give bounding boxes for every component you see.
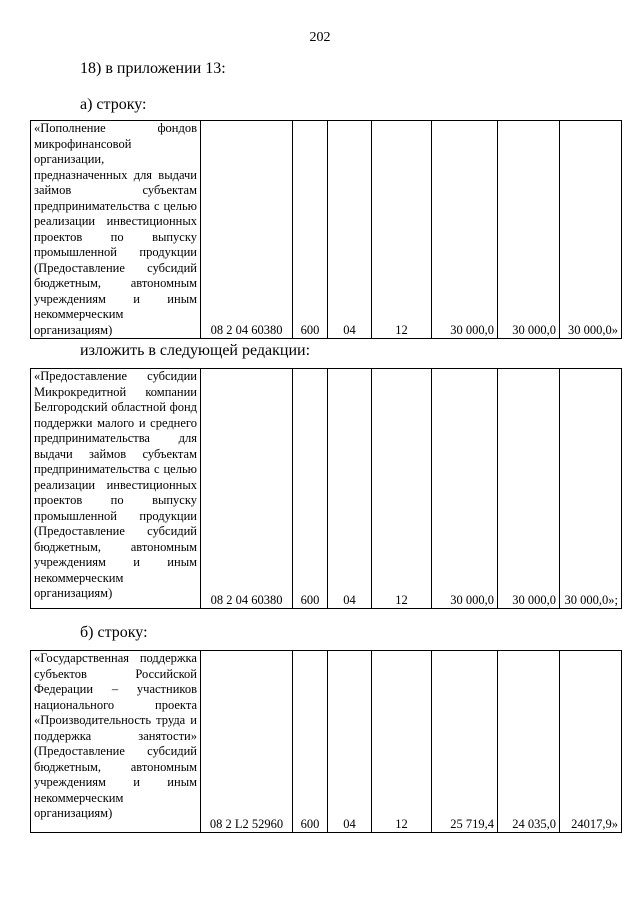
row-vr: 600 xyxy=(293,369,328,609)
table-row xyxy=(31,121,622,339)
budget-table-3 xyxy=(30,650,622,833)
page-number: 202 xyxy=(309,30,331,45)
row-name: «Государственная поддержка субъектов Российской Федерации – участников национального проекта «Производительность труда и поддержка занятости» (Предоставление субсидий бюджетным, автономным учреждениям и иным некоммерческим организациям) xyxy=(31,651,201,833)
row-code: 08 2 04 60380 xyxy=(201,121,293,339)
budget-table-2 xyxy=(30,368,622,609)
row-year1: 25 719,4 xyxy=(432,651,498,833)
row-rz: 04 xyxy=(328,369,372,609)
row-vr: 600 xyxy=(293,121,328,339)
row-rz: 04 xyxy=(328,121,372,339)
table-row xyxy=(31,369,622,609)
heading-edit: изложить в следующей редакции: xyxy=(80,342,311,359)
row-name: «Предоставление субсидии Микрокредитной компании Белгородский областной фонд поддержки малого и среднего предпринимательства для выдачи займов субъектам предпринимательства с целью реализации инвестиционных проектов по выпуску промышленной продукции (Предоставление субсидий бюджетным, автономным учреждениям и иным некоммерческим организациям) xyxy=(31,369,201,609)
heading-a: а) строку: xyxy=(80,96,147,113)
row-year3: 30 000,0»; xyxy=(560,369,622,609)
row-code: 08 2 L2 52960 xyxy=(201,651,293,833)
row-year3: 24017,9» xyxy=(560,651,622,833)
row-rz: 04 xyxy=(328,651,372,833)
row-year2: 30 000,0 xyxy=(498,369,560,609)
heading-appendix: 18) в приложении 13: xyxy=(80,60,226,77)
row-year1: 30 000,0 xyxy=(432,369,498,609)
row-year3: 30 000,0» xyxy=(560,121,622,339)
budget-table-1 xyxy=(30,120,622,339)
row-vr: 600 xyxy=(293,651,328,833)
row-name: «Пополнение фондов микрофинансовой организации, предназначенных для выдачи займов субъектам предпринимательства с целью реализации инвестиционных проектов по выпуску промышленной продукции (Предоставление субсидий бюджетным, автономным учреждениям и иным некоммерческим организациям) xyxy=(31,121,201,339)
row-pr: 12 xyxy=(372,369,432,609)
row-pr: 12 xyxy=(372,651,432,833)
row-year1: 30 000,0 xyxy=(432,121,498,339)
row-code: 08 2 04 60380 xyxy=(201,369,293,609)
heading-b: б) строку: xyxy=(80,624,148,641)
row-pr: 12 xyxy=(372,121,432,339)
row-year2: 30 000,0 xyxy=(498,121,560,339)
table-row xyxy=(31,651,622,833)
row-year2: 24 035,0 xyxy=(498,651,560,833)
